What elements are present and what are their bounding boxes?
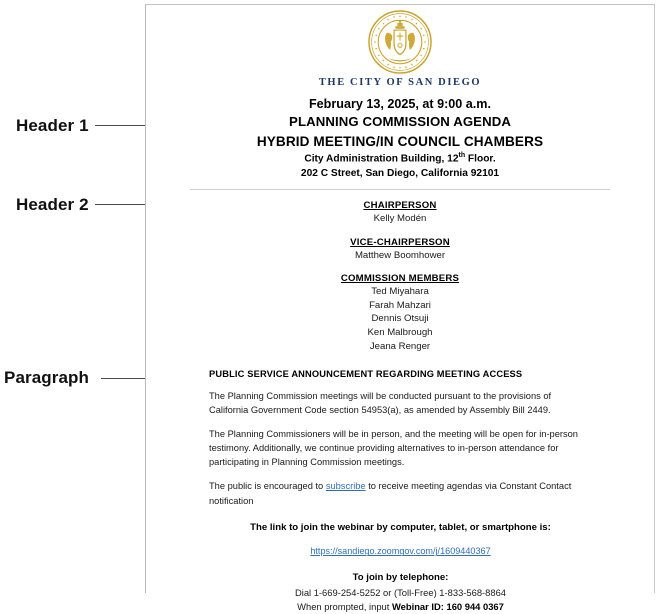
annotation-label-header-1: Header 1 — [16, 116, 89, 135]
roster-heading: COMMISSION MEMBERS — [340, 273, 460, 285]
city-seal-icon — [367, 9, 433, 75]
roster-heading: VICE-CHAIRPERSON — [350, 236, 450, 248]
webinar-id-prompt: When prompted, input — [297, 600, 392, 612]
roster-name: Ted Miyahara — [371, 286, 429, 298]
roster-group-commission-members — [146, 273, 654, 353]
agenda-title: PLANNING COMMISSION AGENDA — [289, 114, 511, 130]
roster-name: Dennis Otsuji — [371, 313, 429, 325]
roster-heading: CHAIRPERSON — [363, 199, 437, 211]
telephone-dial-numbers: Dial 1-669-254-5252 or (Toll-Free) 1-833-568-8864 — [294, 586, 507, 598]
telephone-heading: To join by telephone: — [352, 572, 449, 584]
city-wordmark: THE CITY OF SAN DIEGO — [318, 77, 482, 88]
meeting-date-line: February 13, 2025, at 9:00 a.m. — [308, 97, 491, 111]
logo-block — [146, 5, 654, 88]
roster-name: Matthew Boomhower — [354, 249, 446, 261]
webinar-lead-in: The link to join the webinar by computer, tablet, or smartphone is: — [250, 521, 551, 533]
document-page — [145, 4, 655, 612]
subscribe-link[interactable]: subscribe — [325, 481, 366, 492]
roster-name: Farah Mahzari — [369, 299, 431, 311]
annotation-label-header-2: Header 2 — [16, 195, 89, 214]
roster-name: Kelly Modén — [373, 212, 427, 224]
roster-name: Jeana Renger — [369, 340, 431, 352]
venue-address-1-post: Floor. — [465, 153, 496, 165]
masthead — [146, 96, 654, 181]
body-copy — [209, 369, 592, 614]
psa-paragraph-1: The Planning Commission meetings will be conducted pursuant to the provisions of California Government Code section 54953(a), as amended by Assembly Bill 2449. — [209, 390, 552, 415]
telephone-webinar-id-line — [209, 600, 592, 614]
commission-roster — [146, 200, 654, 353]
webinar-url-wrapper — [209, 546, 592, 556]
roster-group-vice-chairperson — [146, 237, 654, 263]
subscribe-sentence-pre: The public is encouraged to — [209, 481, 326, 492]
masthead-divider — [190, 189, 610, 190]
annotation-label-paragraph: Paragraph — [4, 368, 89, 387]
subscribe-sentence-post: to receive meeting agendas via Constant Contact notification — [209, 481, 572, 506]
roster-group-chairperson — [146, 200, 654, 226]
webinar-join-link[interactable]: https://sandiego.zoomgov.com/j/1609440367 — [310, 546, 491, 557]
agenda-subtitle: HYBRID MEETING/IN COUNCIL CHAMBERS — [256, 133, 544, 149]
webinar-id-value: Webinar ID: 160 944 0367 — [391, 600, 504, 612]
psa-paragraph-2: The Planning Commissioners will be in person, and the meeting will be open for in-person testimony. Additionally, we continue providing alternatives to in-person attendance for participating in Planning Commission meetings. — [209, 428, 578, 468]
venue-address-1-ordinal: th — [458, 151, 466, 159]
psa-paragraph-3 — [209, 479, 592, 508]
psa-heading: PUBLIC SERVICE ANNOUNCEMENT REGARDING MEETING ACCESS — [209, 369, 523, 380]
venue-address-line-2: 202 C Street, San Diego, California 92101 — [300, 167, 500, 179]
venue-address-line-1 — [146, 151, 654, 167]
roster-name: Ken Malbrough — [367, 327, 433, 339]
venue-address-1-pre: City Administration Building, 12 — [304, 153, 459, 165]
